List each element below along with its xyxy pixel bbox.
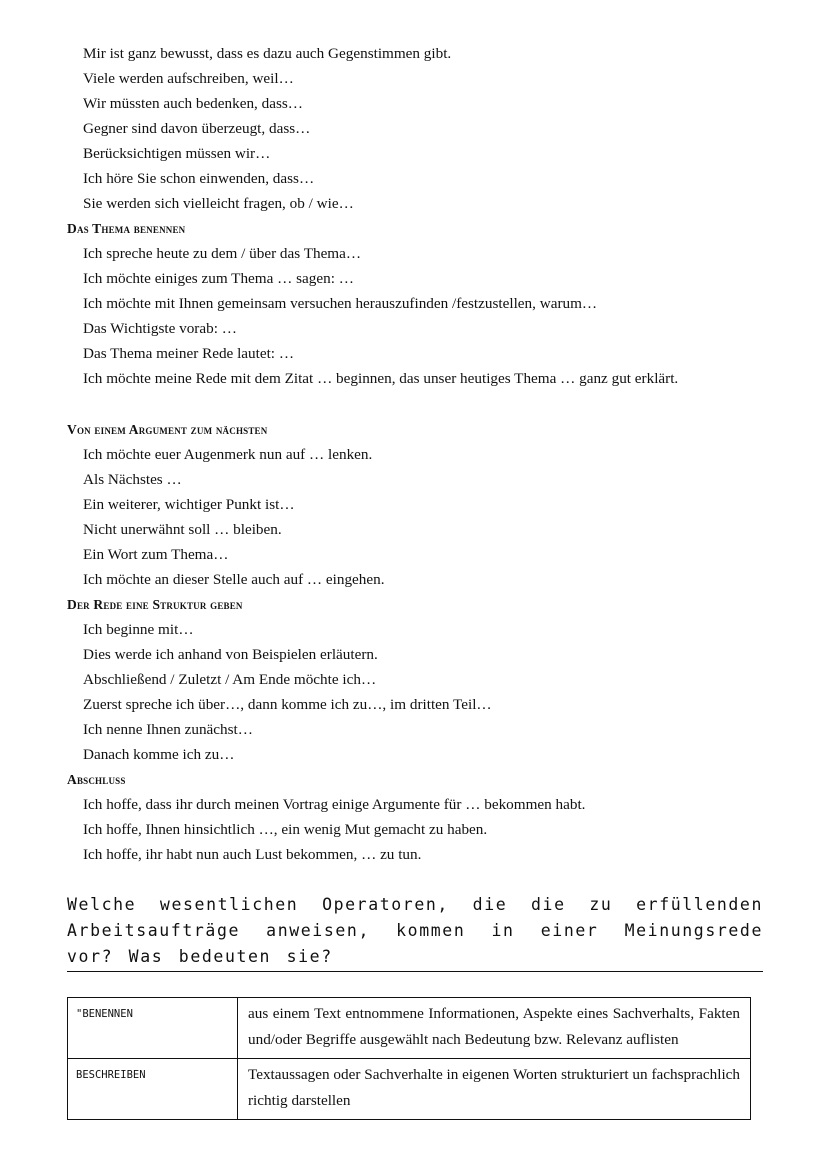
phrase-line: Ich hoffe, Ihnen hinsichtlich …, ein wenig Mut gemacht zu haben. xyxy=(83,821,488,838)
section-heading-struktur: Der Rede eine Struktur geben xyxy=(67,597,243,612)
section-heading-argument: Von einem Argument zum nächsten xyxy=(67,422,268,437)
operator-term: BESCHREIBEN xyxy=(68,1059,238,1120)
phrase-line: Zuerst spreche ich über…, dann komme ich zu…, im dritten Teil… xyxy=(83,696,492,713)
operator-term: "BENENNEN xyxy=(68,998,238,1059)
phrase-line: Gegner sind davon überzeugt, dass… xyxy=(83,120,311,137)
phrase-line: Viele werden aufschreiben, weil… xyxy=(83,70,294,87)
phrase-line: Ich möchte an dieser Stelle auch auf … eingehen. xyxy=(83,571,385,588)
phrase-line: Ein Wort zum Thema… xyxy=(83,546,229,563)
operator-description: aus einem Text entnommene Informationen, Aspekte eines Sachverhalts, Fakten und/oder Begriffe ausgewählt nach Bedeutung bzw. Relevanz auflisten xyxy=(238,998,751,1059)
phrase-line: Berücksichtigen müssen wir… xyxy=(83,145,271,162)
phrase-line: Als Nächstes … xyxy=(83,471,182,488)
phrase-line: Nicht unerwähnt soll … bleiben. xyxy=(83,521,282,538)
phrase-line: Ich möchte euer Augenmerk nun auf … lenken. xyxy=(83,446,373,463)
phrase-line: Ich höre Sie schon einwenden, dass… xyxy=(83,170,315,187)
phrase-line: Wir müssten auch bedenken, dass… xyxy=(83,95,303,112)
phrase-line: Ein weiterer, wichtiger Punkt ist… xyxy=(83,496,295,513)
phrase-line: Das Thema meiner Rede lautet: … xyxy=(83,345,295,362)
phrase-line: Ich möchte mit Ihnen gemeinsam versuchen herauszufinden /festzustellen, warum… xyxy=(83,295,598,312)
phrase-line: Das Wichtigste vorab: … xyxy=(83,320,237,337)
phrase-line: Ich möchte einiges zum Thema … sagen: … xyxy=(83,270,354,287)
phrase-line: Ich hoffe, dass ihr durch meinen Vortrag einige Argumente für … bekommen habt. xyxy=(83,796,586,813)
phrase-line: Ich spreche heute zu dem / über das Thema… xyxy=(83,245,362,262)
question-heading: Welche wesentlichen Operatoren, die die zu erfüllenden Arbeitsaufträge anweisen, kommen in einer Meinungsrede vor? Was bedeuten sie? xyxy=(67,895,763,966)
phrase-line: Dies werde ich anhand von Beispielen erläutern. xyxy=(83,646,378,663)
divider xyxy=(67,971,763,972)
phrase-line: Abschließend / Zuletzt / Am Ende möchte ich… xyxy=(83,671,377,688)
section-heading-abschluss: Abschluss xyxy=(67,772,126,787)
table-row xyxy=(68,1059,751,1120)
phrase-line: Danach komme ich zu… xyxy=(83,746,235,763)
phrase-line: Sie werden sich vielleicht fragen, ob / wie… xyxy=(83,195,354,212)
phrase-line: Ich nenne Ihnen zunächst… xyxy=(83,721,253,738)
operator-description: Textaussagen oder Sachverhalte in eigenen Worten strukturiert un fachsprachlich richtig darstellen xyxy=(238,1059,751,1120)
phrase-line: Ich hoffe, ihr habt nun auch Lust bekommen, … zu tun. xyxy=(83,846,422,863)
operators-table xyxy=(67,997,751,1120)
phrase-line: Ich beginne mit… xyxy=(83,621,194,638)
phrase-line: Mir ist ganz bewusst, dass es dazu auch Gegenstimmen gibt. xyxy=(83,45,452,62)
phrase-line: Ich möchte meine Rede mit dem Zitat … beginnen, das unser heutiges Thema … ganz gut erklärt. xyxy=(83,370,679,387)
section-heading-thema: Das Thema benennen xyxy=(67,221,186,236)
table-row xyxy=(68,998,751,1059)
